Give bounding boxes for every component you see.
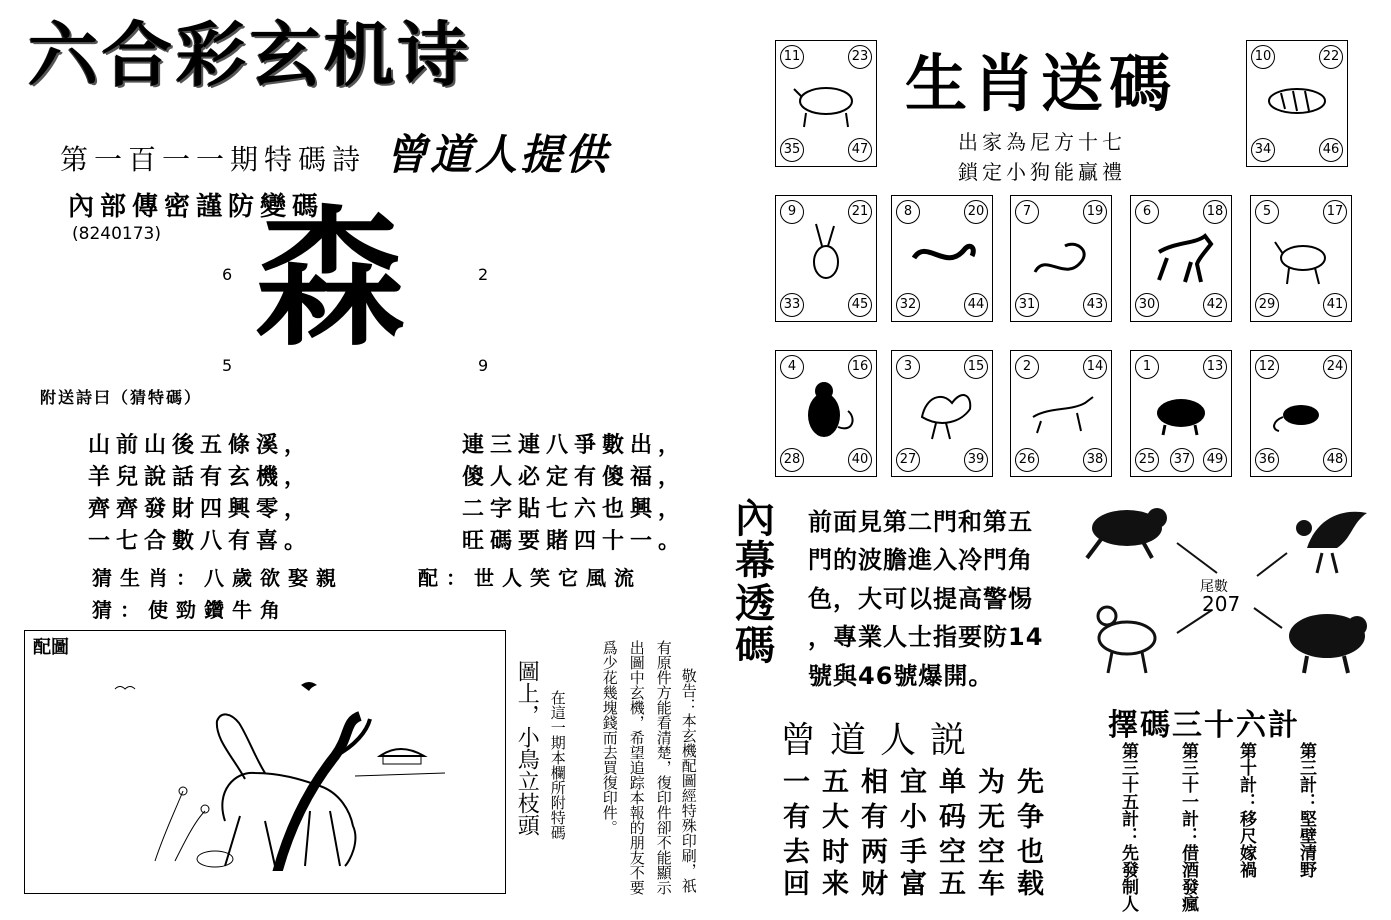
zodiac-number: 4 [780,355,804,379]
strategy-title: 擇碼三十六計 [1108,708,1300,743]
zodiac-number: 16 [848,355,872,379]
inner-title-char: 幕 [735,538,775,585]
strategy-column: 第三十一計：借酒發瘋 [1178,742,1199,912]
zodiac-number: 28 [780,448,804,472]
poem-line: 山前山後五條溪， [88,432,313,458]
zodiac-number: 8 [896,200,920,224]
zodiac-number: 24 [1323,355,1347,379]
caption-column: 在這一期本欄所附特碼 [548,690,567,840]
zodiac-verse: 出家為尼方十七 [958,130,1126,154]
zodiac-number: 5 [1255,200,1279,224]
zodiac-number: 23 [848,45,872,69]
zodiac-card [775,195,877,322]
zodiac-verse: 鎖定小狗能贏禮 [958,160,1126,184]
zodiac-number: 34 [1251,138,1275,162]
zodiac-number: 12 [1255,355,1279,379]
poem-heading: 附送詩曰（猜特碼） [40,388,203,407]
zodiac-number: 31 [1015,293,1039,317]
zodiac-number: 37 [1170,448,1194,472]
saying-line: 去时两手空空也 [783,837,1056,868]
saying-line: 回来财富五车载 [783,869,1056,900]
zodiac-card [1130,195,1232,322]
zodiac-number: 15 [964,355,988,379]
zodiac-number: 14 [1083,355,1107,379]
zodiac-title: 生肖送碼 [905,47,1178,120]
zodiac-number: 32 [896,293,920,317]
code-number: (8240173) [72,224,161,244]
zodiac-number: 48 [1323,448,1347,472]
zodiac-number: 2 [1015,355,1039,379]
zodiac-number: 3 [896,355,920,379]
zodiac-number: 6 [1135,200,1159,224]
zodiac-card [1246,40,1348,167]
monkey-icon [790,377,862,443]
zodiac-number: 29 [1255,293,1279,317]
zodiac-number: 45 [848,293,872,317]
issue-line: 第一百一一期特碼詩 [60,143,367,176]
sayings-title: 曾道人説 [780,720,981,761]
tiger-icon [1261,67,1333,133]
guess-pair: 配：世人笑它風流 [418,566,642,590]
zodiac-number: 47 [848,138,872,162]
zodiac-card [891,350,993,477]
big-character: 森 [255,193,406,367]
poem-line: 二字貼七六也興， [462,496,687,522]
tail-label: 尾數 [1200,579,1228,595]
guess-extra: 猜：使勁鑽牛角 [92,598,288,622]
notice-column: 爲少花幾塊錢而去買復印件。 [600,640,619,835]
pig-icon [1289,614,1367,673]
poem-line: 連三連八爭數出， [462,432,687,458]
zodiac-number: 10 [1251,45,1275,69]
poem-line: 旺碼要賭四十一。 [462,528,687,554]
zodiac-card [1250,350,1352,477]
poem-line: 傻人必定有傻福， [462,464,687,490]
zodiac-card [1130,350,1232,477]
poem-line: 齊齊發財四興零， [88,496,313,522]
poem-line: 羊兒說話有玄機， [88,464,313,490]
zodiac-number: 19 [1083,200,1107,224]
poem-line: 一七合數八有喜。 [88,528,313,554]
saying-line: 一五相宜单为先 [783,767,1056,798]
zodiac-number: 46 [1319,138,1343,162]
zodiac-number: 11 [780,45,804,69]
inner-text-line: ，專業人士指要防14 [808,623,1044,652]
pig-icon [1145,377,1217,443]
notice-column: 敬告：本玄機配圖經特殊印刷，祇 [679,668,698,893]
strategy-column: 第十計：移尺嫁禍 [1236,742,1257,878]
zodiac-number: 17 [1323,200,1347,224]
zodiac-number: 40 [848,448,872,472]
zodiac-number: 13 [1203,355,1227,379]
corner-number-br: 9 [478,356,489,375]
zodiac-number: 7 [1015,200,1039,224]
zodiac-number: 44 [964,293,988,317]
horse-bird-illustration [105,661,445,871]
notice-column: 出圖中玄機，希望追踪本報的朋友不要 [627,640,646,895]
zodiac-number: 33 [780,293,804,317]
inner-title-char: 內 [735,496,775,542]
inner-text-line: 色，大可以提高警惕 [808,584,1033,613]
secret-line: 內部傳密謹防變碼 [68,192,325,222]
inner-text-line: 門的波膽進入冷門角 [808,546,1033,575]
zodiac-number: 1 [1135,355,1159,379]
guess-zodiac: 猜生肖：八歲欲娶親 [92,566,344,590]
zodiac-number: 38 [1083,448,1107,472]
zodiac-number: 9 [780,200,804,224]
zodiac-number: 39 [964,448,988,472]
zodiac-number: 36 [1255,448,1279,472]
zodiac-number: 43 [1083,293,1107,317]
inner-text-line: 前面見第二門和第五 [808,508,1033,536]
picture-frame [24,630,506,894]
corner-number-bl: 5 [222,356,233,375]
zodiac-number: 20 [964,200,988,224]
caption-column: 圖上，小鳥立枝頭 [514,660,540,836]
zodiac-card [775,40,877,167]
goat-icon [1098,607,1155,673]
rat-icon [1265,377,1337,443]
notice-column: 有原件方能看清楚，復印件卻不能顯示 [654,640,673,895]
inner-text-line: 號與46號爆開。 [808,661,994,690]
zodiac-number: 41 [1323,293,1347,317]
masthead-title: 六合彩玄机诗 [28,14,472,96]
rabbit-icon [790,222,862,288]
zodiac-number: 21 [848,200,872,224]
zodiac-number: 27 [896,448,920,472]
zodiac-number: 22 [1319,45,1343,69]
rooster-icon [906,377,978,443]
snake-icon [1025,222,1097,288]
zodiac-number: 30 [1135,293,1159,317]
picture-label: 配圖 [33,637,69,658]
zodiac-card [1010,350,1112,477]
corner-number-tr: 2 [478,265,489,284]
strategy-column: 第三計：堅壁清野 [1296,742,1317,878]
zodiac-number: 49 [1203,448,1227,472]
inner-title-char: 透 [735,580,775,627]
zodiac-number: 35 [780,138,804,162]
horse-icon [1145,222,1217,288]
inner-title [735,498,775,668]
monkey-icon [1087,508,1167,558]
inner-title-char: 碼 [735,623,775,670]
zodiac-number: 42 [1203,293,1227,317]
inner-text [808,503,1078,695]
dog-icon [1025,377,1097,443]
ox-icon [790,67,862,133]
strategy-column: 第三十五計：先發制人 [1118,742,1139,912]
tail-value: 207 [1202,592,1241,616]
goat-icon [1265,222,1337,288]
zodiac-card [891,195,993,322]
provider-line: 曾道人提供 [385,130,611,179]
zodiac-number: 25 [1135,448,1159,472]
zodiac-number: 18 [1203,200,1227,224]
dragon-icon [906,222,978,288]
zodiac-number: 26 [1015,448,1039,472]
zodiac-card [1010,195,1112,322]
rooster-icon [1296,512,1367,573]
zodiac-card [775,350,877,477]
saying-line: 有大有小码无争 [783,802,1056,833]
corner-number-tl: 6 [222,265,233,284]
zodiac-card [1250,195,1352,322]
